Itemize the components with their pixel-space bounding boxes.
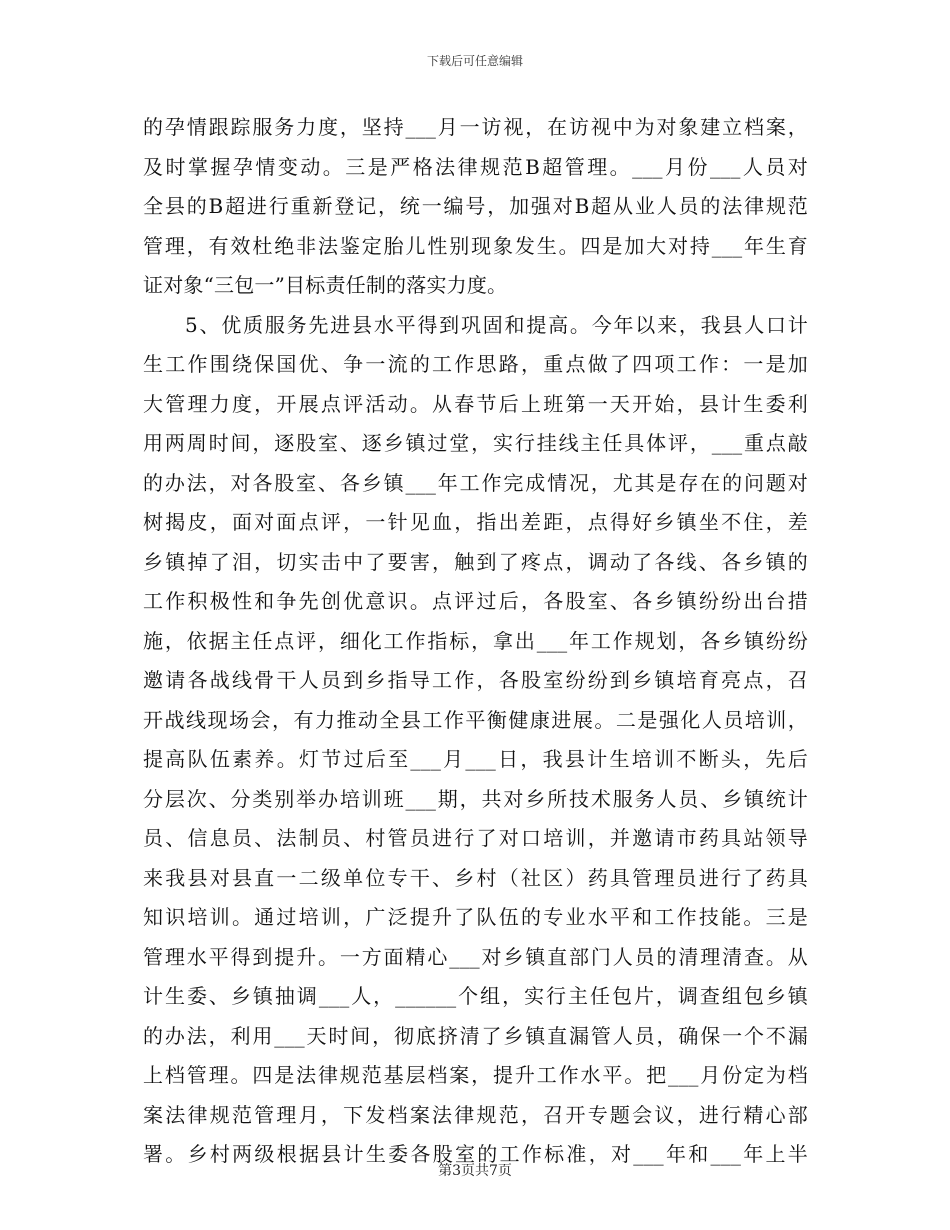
text-line: 生工作围绕保国优、争一流的工作思路，重点做了四项工作：一是加 <box>143 352 808 376</box>
text-line: 施，依据主任点评，细化工作指标，拿出___年工作规划，各乡镇纷纷 <box>143 628 808 653</box>
page-header: 下载后可任意编辑 <box>426 54 523 68</box>
text-line: 的办法，对各股室、各乡镇___年工作完成情况，尤其是存在的问题对 <box>143 470 808 495</box>
text-line: 大管理力度，开展点评活动。从春节后上班第一天开始，县计生委利 <box>143 391 808 416</box>
text-line: 员、信息员、法制员、村管员进行了对口培训，并邀请市药具站领导 <box>143 826 808 850</box>
paragraph-start-line: 5、优质服务先进县水平得到巩固和提高。今年以来，我县人口计 <box>185 312 808 337</box>
text-line: 树揭皮，面对面点评，一针见血，指出差距，点得好乡镇坐不住，差 <box>143 510 808 534</box>
text-line: 提高队伍素养。灯节过后至___月___日，我县计生培训不断头，先后 <box>143 747 808 771</box>
document-body <box>143 108 808 1175</box>
text-line: 知识培训。通过培训，广泛提升了队伍的专业水平和工作技能。三是 <box>143 905 808 929</box>
text-line: 开战线现场会，有力推动全县工作平衡健康进展。二是强化人员培训， <box>143 707 808 732</box>
text-line: 用两周时间，逐股室、逐乡镇过堂，实行挂线主任具体评，___重点敲 <box>143 431 808 455</box>
text-line: 全县的B超进行重新登记，统一编号，加强对B超从业人员的法律规范 <box>143 194 808 218</box>
text-line: 上档管理。四是法律规范基层档案，提升工作水平。把___月份定为档 <box>143 1063 808 1087</box>
text-line: 管理水平得到提升。一方面精心___对乡镇直部门人员的清理清查。从 <box>143 944 808 969</box>
text-line: 的孕情跟踪服务力度，坚持___月一访视，在访视中为对象建立档案， <box>143 115 808 139</box>
text-line: 证对象“三包一”目标责任制的落实力度。 <box>143 273 508 297</box>
text-line: 及时掌握孕情变动。三是严格法律规范B超管理。___月份___人员对 <box>143 154 808 179</box>
text-line: 工作积极性和争先创优意识。点评过后，各股室、各乡镇纷纷出台措 <box>143 589 808 613</box>
text-line: 署。乡村两级根据县计生委各股室的工作标准，对___年和___年上半 <box>143 1142 808 1166</box>
text-line: 的办法，利用___天时间，彻底挤清了乡镇直漏管人员，确保一个不漏 <box>143 1023 808 1048</box>
text-line: 计生委、乡镇抽调___人，______个组，实行主任包片，调查组包乡镇 <box>143 984 808 1008</box>
text-line: 邀请各战线骨干人员到乡指导工作，各股室纷纷到乡镇培育亮点，召 <box>143 668 808 692</box>
text-line: 来我县对县直一二级单位专干、乡村（社区）药具管理员进行了药具 <box>143 865 808 890</box>
text-line: 分层次、分类别举办培训班___期，共对乡所技术服务人员、乡镇统计 <box>143 786 808 811</box>
text-line: 管理，有效杜绝非法鉴定胎儿性别现象发生。四是加大对持___年生育 <box>143 233 808 258</box>
text-line: 乡镇掉了泪，切实击中了要害，触到了疼点，调动了各线、各乡镇的 <box>143 549 808 574</box>
page-number: 第3页共7页 <box>438 1163 512 1179</box>
text-line: 案法律规范管理月，下发档案法律规范，召开专题会议，进行精心部 <box>143 1102 808 1127</box>
